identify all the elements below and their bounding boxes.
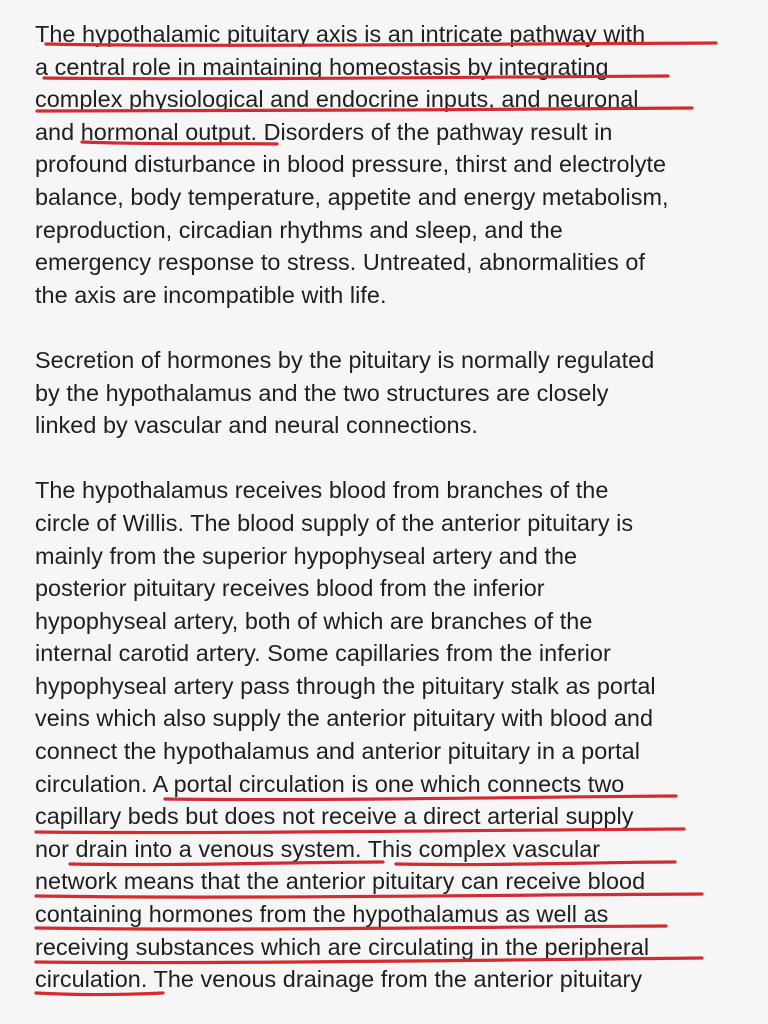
text-line: circulation. The venous drainage from the anterior pituitary <box>35 966 643 993</box>
paragraph-3 <box>35 474 755 996</box>
text-line: The hypothalamus receives blood from branches of the <box>35 477 609 504</box>
text-line: hypophyseal artery pass through the pituitary stalk as portal <box>35 672 656 699</box>
text-line: profound disturbance in blood pressure, thirst and electrolyte <box>35 151 667 178</box>
text-line: and hormonal output. Disorders of the pathway result in <box>35 118 613 145</box>
text-line: containing hormones from the hypothalamus as well as <box>35 901 609 928</box>
text-line: balance, body temperature, appetite and energy metabolism, <box>35 183 669 210</box>
text-line: veins which also supply the anterior pituitary with blood and <box>35 705 654 732</box>
text-line: circle of Willis. The blood supply of the anterior pituitary is <box>35 509 634 536</box>
text-line: internal carotid artery. Some capillaries from the inferior <box>35 640 611 667</box>
text-line: network means that the anterior pituitary can receive blood <box>35 868 646 895</box>
text-line: The hypothalamic pituitary axis is an intricate pathway with <box>35 21 646 47</box>
text-line: emergency response to stress. Untreated, abnormalities of <box>35 249 646 276</box>
text-line: reproduction, circadian rhythms and sleep, and the <box>35 216 563 243</box>
text-line: linked by vascular and neural connections. <box>35 412 478 439</box>
text-line: complex physiological and endocrine inputs, and neuronal <box>35 86 639 113</box>
paragraph-1 <box>35 18 755 311</box>
document-body <box>35 18 755 996</box>
text-line: circulation. A portal circulation is one which connects two <box>35 770 625 797</box>
text-line: hypophyseal artery, both of which are branches of the <box>35 607 593 634</box>
text-line: connect the hypothalamus and anterior pituitary in a portal <box>35 738 640 765</box>
text-line: mainly from the superior hypophyseal artery and the <box>35 542 578 569</box>
text-line: receiving substances which are circulating in the peripheral <box>35 933 650 960</box>
text-line: the axis are incompatible with life. <box>35 281 387 308</box>
text-line: a central role in maintaining homeostasis by integrating <box>35 53 609 80</box>
text-line: capillary beds but does not receive a direct arterial supply <box>35 803 634 830</box>
text-line: by the hypothalamus and the two structures are closely <box>35 379 609 406</box>
paragraph-2 <box>35 344 755 442</box>
text-line: posterior pituitary receives blood from the inferior <box>35 575 545 602</box>
text-line: nor drain into a venous system. This complex vascular <box>35 835 601 862</box>
text-line: Secretion of hormones by the pituitary is normally regulated <box>35 346 655 373</box>
